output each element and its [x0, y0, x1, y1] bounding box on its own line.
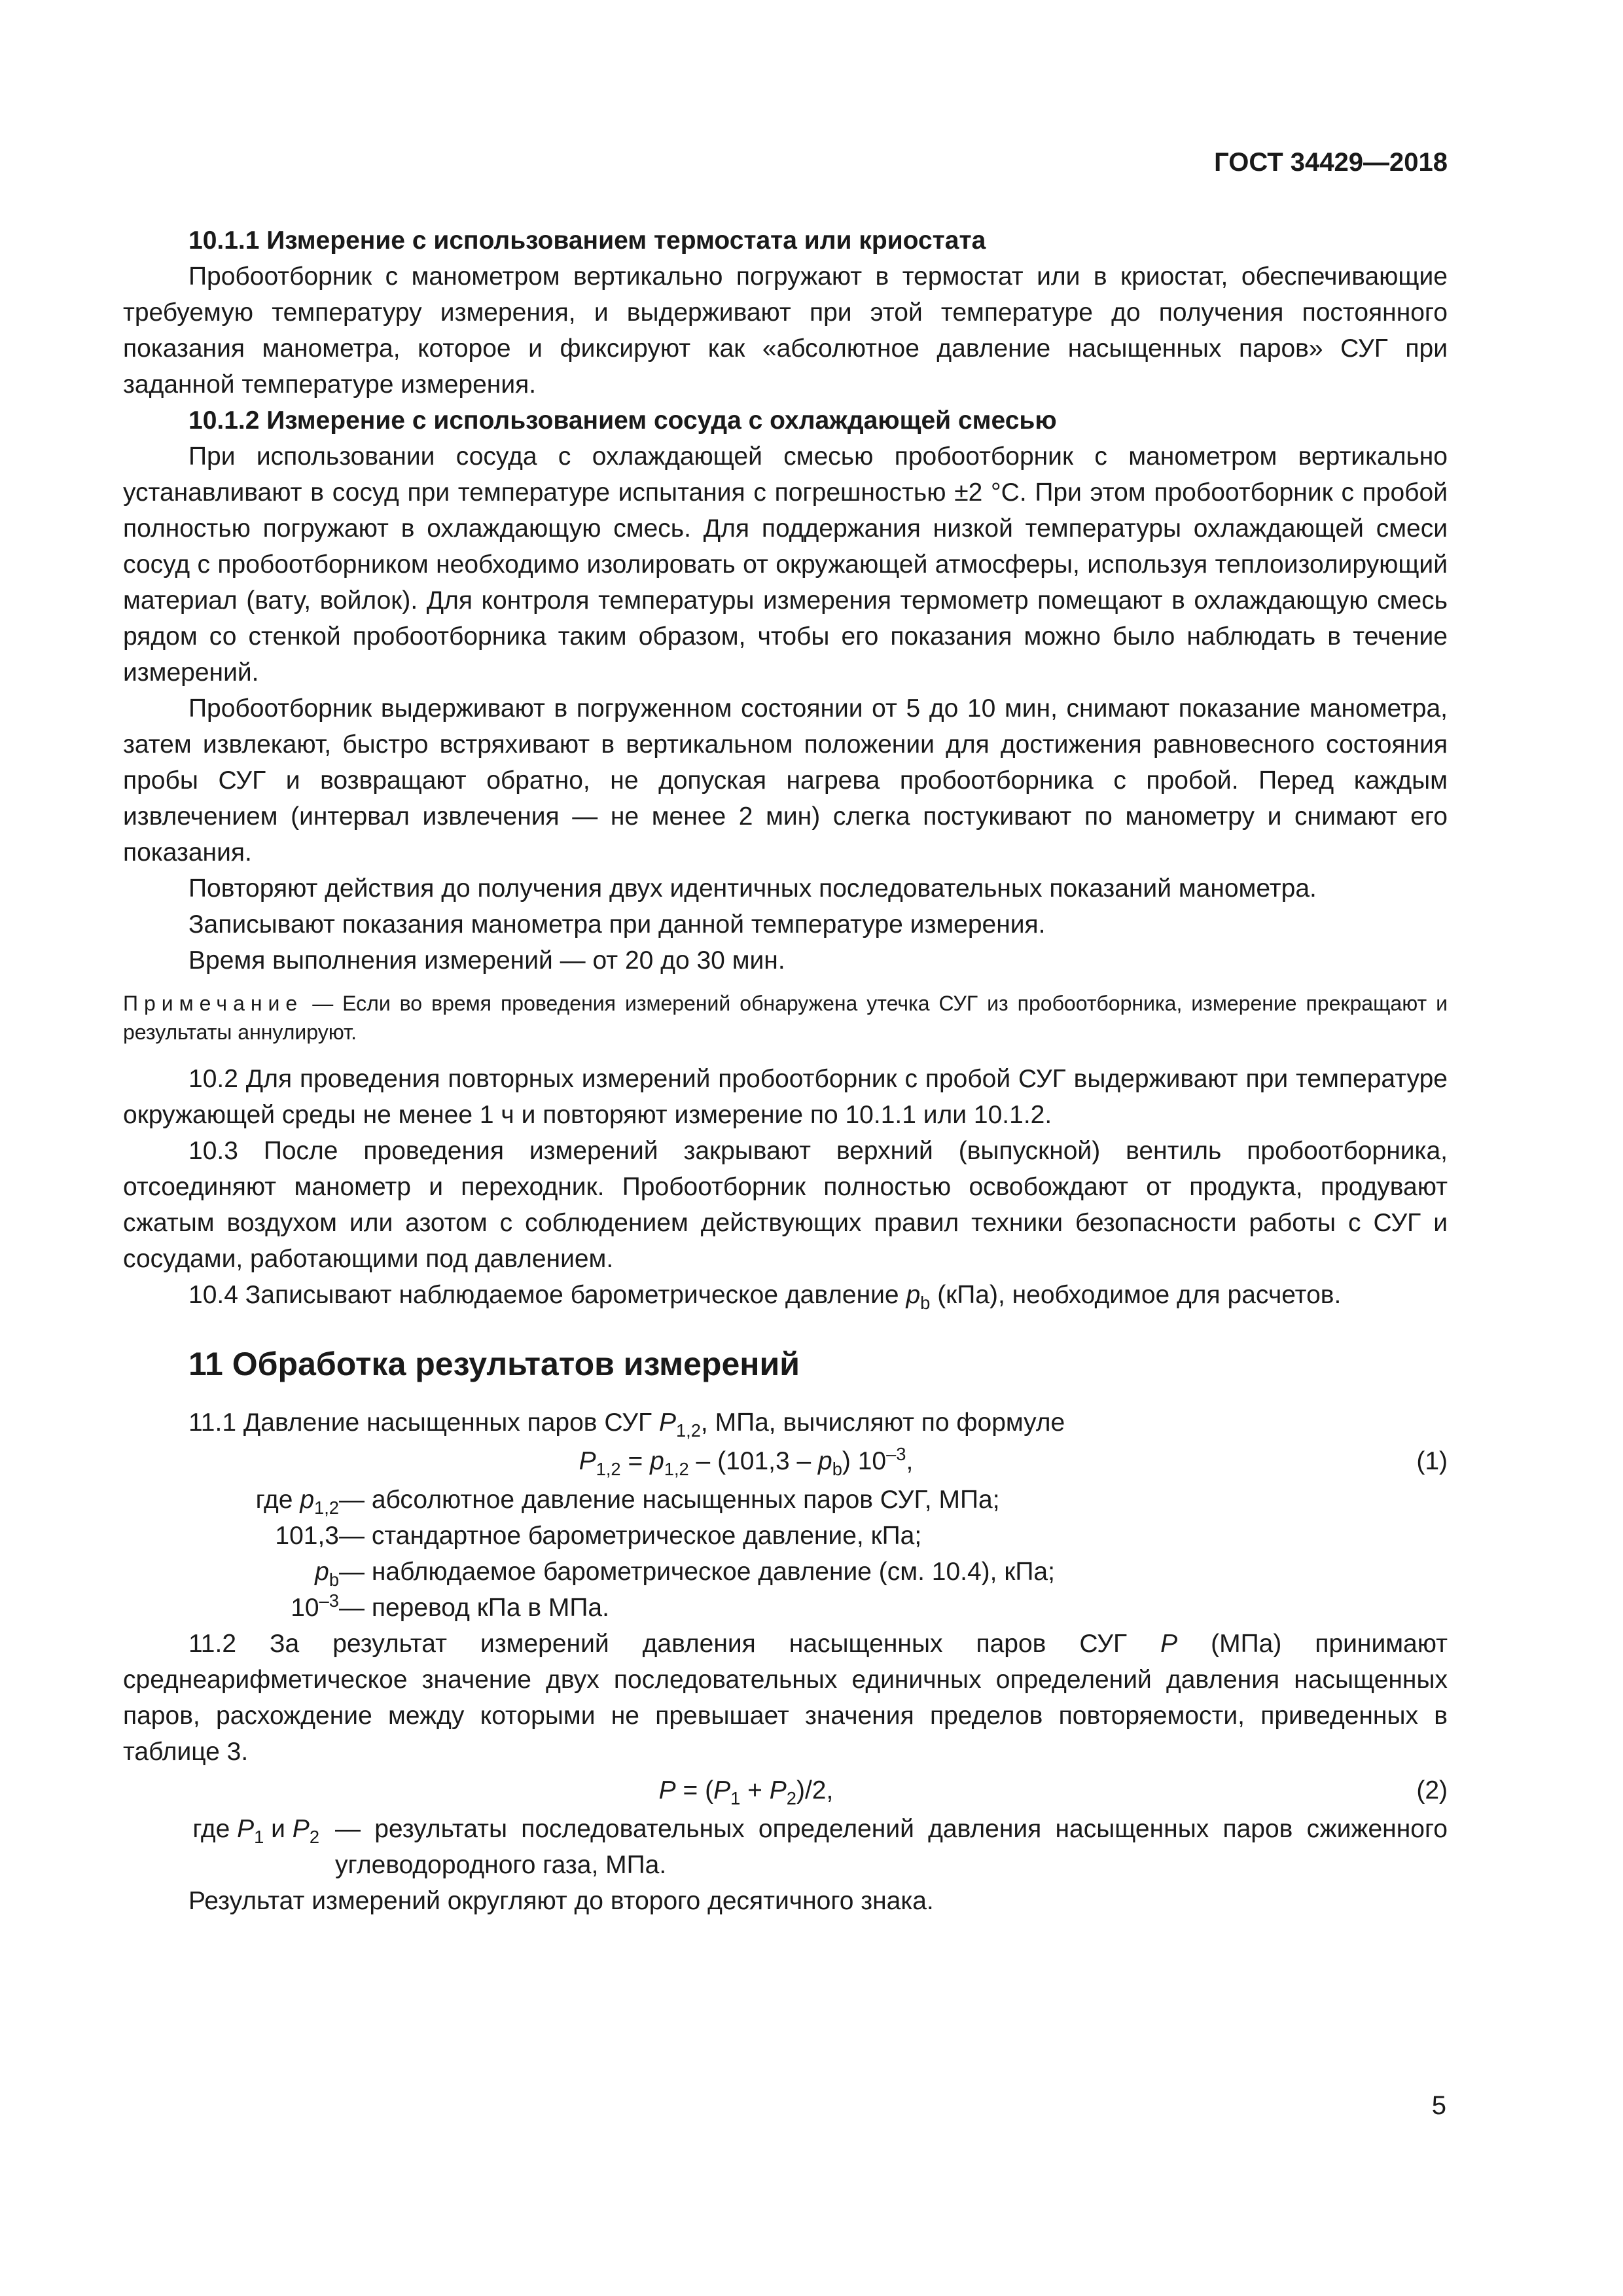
- formula-2: [123, 1772, 1448, 1808]
- where-item-10-3: $10^{-3}$ — перевод кПа в МПа.: [291, 1590, 609, 1622]
- note-label: Примечание: [123, 992, 304, 1015]
- paragraph-10-1-2-b: Пробоотборник выдерживают в погруженном состоянии от 5 до 10 мин, снимают показание манометра, затем извлекают, быстро встряхивают в вертикальном положении для достижения равновесного состояния пробы СУГ и возвращают обратно, не допуская нагрева пробоотборника с пробой. Перед каждым извлечением (интервал извлечения — не менее 2 мин) слегка постукивают по манометру и снимают его показания.: [123, 694, 1448, 867]
- heading-10-1-1: 10.1.1 Измерение с использованием термостата или криостата: [188, 226, 986, 255]
- paragraph-10-4: 10.4 Записывают наблюдаемое барометрическое давление $p_b$ (кПа), необходимое для расчетов.: [188, 1281, 1342, 1313]
- paragraph-10-1-2-e: Время выполнения измерений — от 20 до 30 мин.: [188, 946, 785, 975]
- formula-2-expression: $P = (P_1 + P_2)/2$,: [658, 1776, 834, 1808]
- paragraph-11-2: 11.2 За результат измерений давления насыщенных паров СУГ P (МПа) принимают среднеарифметическое значение двух последовательных единичных определений давления насыщенных паров, расхождение между которыми не превышает значения пределов повторяемости, приведенных в таблице 3.: [123, 1630, 1448, 1766]
- where-item-pb: $p_b$ — наблюдаемое барометрическое давление (см. 10.4), кПа;: [315, 1558, 1055, 1590]
- paragraph-10-2: 10.2 Для проведения повторных измерений пробоотборник с пробой СУГ выдерживают при температуре окружающей среды не менее 1 ч и повторяют измерение по 10.1.1 или 10.1.2.: [123, 1065, 1448, 1129]
- formula-1-expression: $P_{1,2} = p_{1,2} - (101,3 - p_b)$ $10^{-3}$,: [579, 1444, 914, 1479]
- paragraph-10-1-2-c: Повторяют действия до получения двух идентичных последовательных показаний манометра.: [188, 874, 1317, 903]
- page-body: [123, 223, 1448, 1919]
- note-block: [123, 989, 1448, 1047]
- paragraph-10-1-2-d: Записывают показания манометра при данной температуре измерения.: [188, 910, 1046, 939]
- formula-2-number: (2): [1416, 1776, 1448, 1804]
- paragraph-10-1-2-a: При использовании сосуда с охлаждающей смесью пробоотборник с манометром вертикально устанавливают в сосуд при температуре испытания с погрешностью ±2 °С. При этом пробоотборник с пробой полностью погружают в охлаждающую смесь. Для поддержания низкой температуры охлаждающей смеси сосуд с пробоотборником необходимо изолировать от окружающей атмосферы, используя теплоизолирующий материал (вату, войлок). Для контроля температуры измерения термометр помещают в охлаждающую смесь рядом со стенкой пробоотборника таким образом, чтобы его показания можно было наблюдать в течение измерений.: [123, 442, 1448, 687]
- section-11-heading: 11 Обработка результатов измерений: [188, 1346, 800, 1382]
- where-item-p12: где $p_{1,2}$ — абсолютное давление насыщенных паров СУГ, МПа;: [255, 1486, 1000, 1518]
- heading-10-1-2: 10.1.2 Измерение с использованием сосуда с охлаждающей смесью: [188, 406, 1057, 435]
- page-number: 5: [1431, 2091, 1446, 2120]
- paragraph-rounding: Результат измерений округляют до второго десятичного знака.: [188, 1887, 934, 1915]
- formula-1-number: (1): [1416, 1447, 1448, 1475]
- where-item-p1-p2: где $P_1$ и $P_2$ — результаты последовательных определений давления насыщенных паров сжиженного углеводородного газа, МПа.: [192, 1815, 1448, 1879]
- document-id-header: ГОСТ 34429—2018: [1214, 148, 1448, 177]
- paragraph-11-1: 11.1 Давление насыщенных паров СУГ $P_{1,2}$, МПа, вычисляют по формуле: [188, 1408, 1065, 1441]
- formula-1: [123, 1443, 1448, 1479]
- paragraph-10-1-1: Пробоотборник с манометром вертикально погружают в термостат или в криостат, обеспечивающие требуемую температуру измерения, и выдерживают при этой температуре до получения постоянного показания манометра, которое и фиксируют как «абсолютное давление насыщенных паров» СУГ при заданной температуре измерения.: [123, 262, 1448, 399]
- where-item-101-3: 101,3 — стандартное барометрическое давление, кПа;: [275, 1522, 922, 1550]
- note-text: — Если во время проведения измерений обнаружена утечка СУГ из пробоотборника, измерение прекращают и результаты аннулируют.: [123, 992, 1448, 1044]
- paragraph-10-3: 10.3 После проведения измерений закрывают верхний (выпускной) вентиль пробоотборника, отсоединяют манометр и переходник. Пробоотборник полностью освобождают от продукта, продувают сжатым воздухом или азотом с соблюдением действующих правил техники безопасности работы с СУГ и сосудами, работающими под давлением.: [123, 1137, 1448, 1273]
